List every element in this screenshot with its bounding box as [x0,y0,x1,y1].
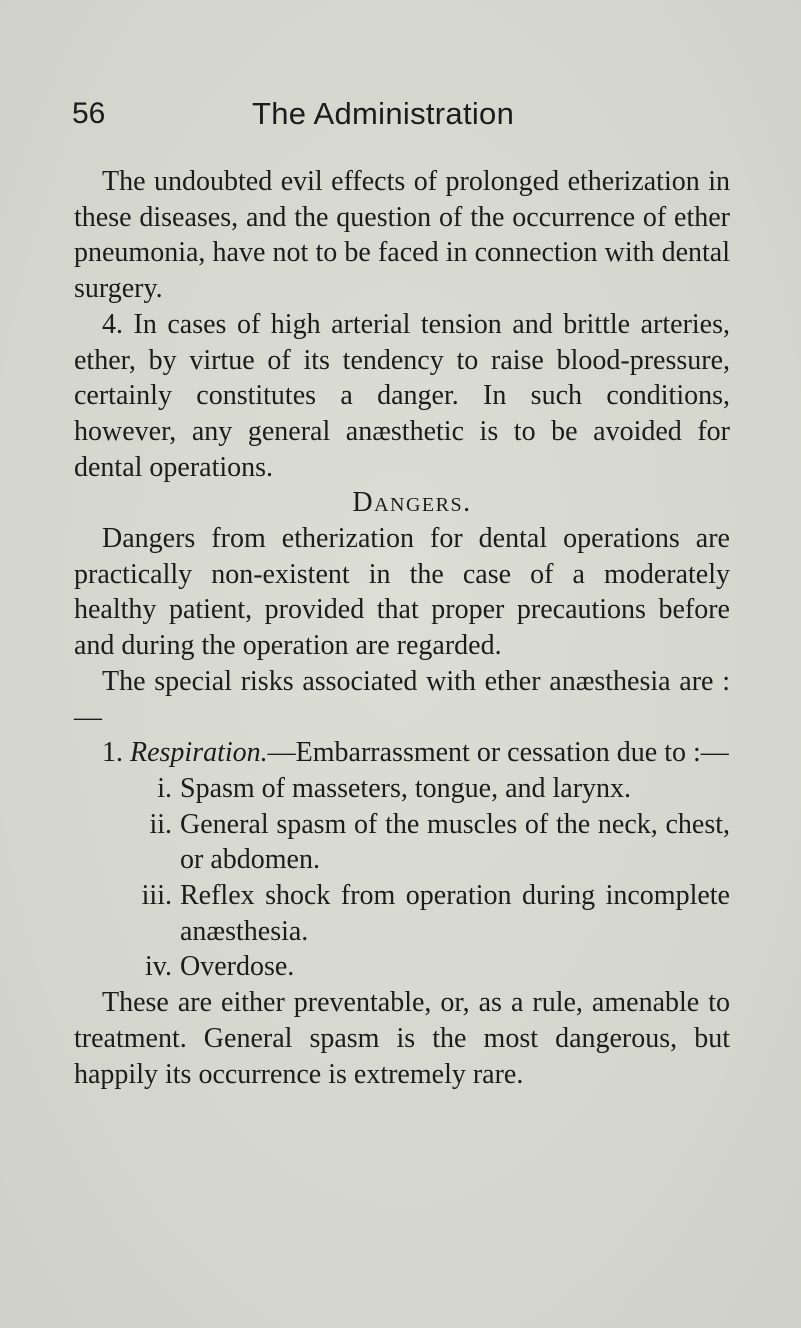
page-number: 56 [72,97,106,130]
running-title: The Administration [252,96,515,131]
section-heading-dangers: Dangers. [352,487,472,519]
paragraph-respiration [74,735,730,771]
respiration-title: Respiration. [130,737,268,769]
list-item-number: i. [157,772,172,804]
list-item-number: ii. [149,808,172,840]
list-item-text: Overdose. [180,951,295,983]
paragraph-etherization-effects: The undoubted evil effects of prolonged etherization in these diseases, and the question of the occurrence of ether pneumonia, have not to be faced in connection with dental surgery. [74,166,730,305]
paragraph-conclusion: These are either preventable, or, as a rule, amenable to treatment. General spasm is the most dangerous, but happily its occurrence is extremely rare. [74,987,730,1090]
body-text [74,164,730,1092]
list-item-text: Reflex shock from operation during incomplete anæsthesia. [180,880,730,947]
list-item [122,878,730,949]
paragraph-special-risks: The special risks associated with ether anæsthesia are :— [74,665,730,733]
list-item-text: General spasm of the muscles of the neck, chest, or abdomen. [180,808,730,876]
paragraph-arterial-tension: 4. In cases of high arterial tension and brittle arteries, ether, by virtue of its tendency to raise blood-pressure, certainly constitutes a danger. In such conditions, however, any general anæsthetic is to be avoided for dental operations. [74,308,730,483]
list-item [122,949,730,985]
respiration-description: —Embarrassment or cessation due to :— [267,737,729,769]
running-head [72,94,732,144]
list-item [122,807,730,878]
paragraph-dangers: Dangers from etherization for dental operations are practically non-existent in the case of a moderately healthy patient, provided that proper precautions before and during the operation are regarded. [74,523,730,662]
respiration-number: 1. [102,737,123,769]
list-item-text: Spasm of masseters, tongue, and larynx. [180,772,632,804]
list-item-number: iv. [145,951,172,983]
list-item-number: iii. [141,880,172,912]
list-item [122,771,730,807]
